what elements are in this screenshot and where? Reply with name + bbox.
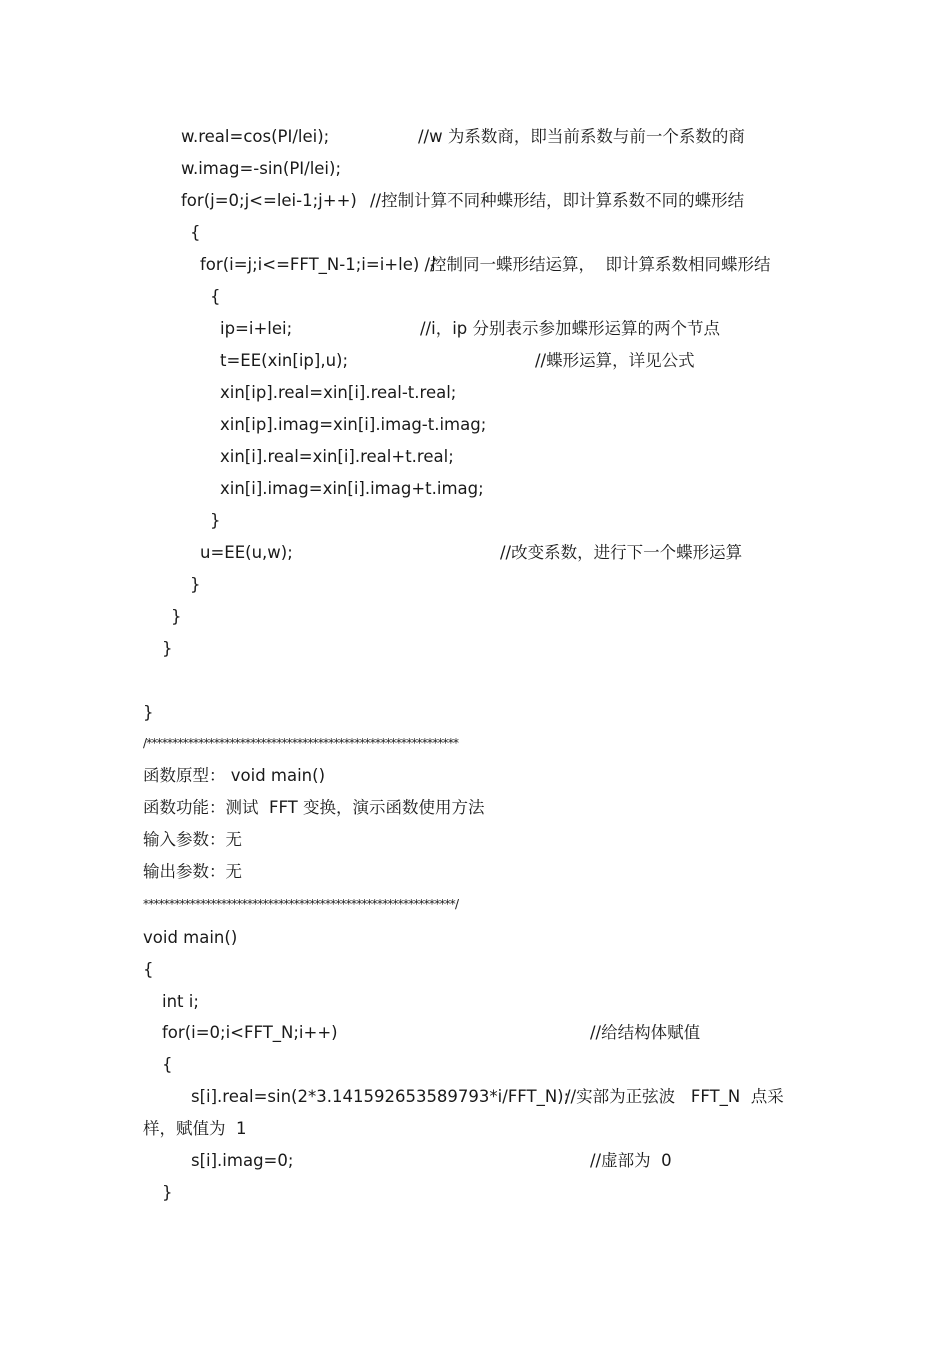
code-line: xin[i].real=xin[i].real+t.real;	[220, 447, 454, 466]
code-line: w.imag=-sin(PI/lei);	[181, 159, 342, 178]
code-line: xin[ip].real=xin[i].real-t.real;	[220, 383, 457, 402]
code-line: s[i].real=sin(2*3.141592653589793*i/FFT_N);	[191, 1087, 570, 1106]
code-line: int i;	[162, 992, 199, 1011]
code-comment: //i，ip 分别表示参加蝶形运算的两个节点	[420, 319, 721, 338]
code-line: for(i=j;i<=FFT_N-1;i=i+le) //	[200, 255, 436, 274]
code-line: for(i=0;i<FFT_N;i++)	[162, 1023, 338, 1042]
code-line: ip=i+lei;	[220, 319, 293, 338]
code-line: {	[210, 287, 221, 306]
code-comment: //虚部为 0	[590, 1151, 672, 1170]
code-line: }	[143, 703, 154, 722]
comment-divider: /************************************************************	[143, 736, 459, 750]
code-line: }	[190, 575, 201, 594]
code-line: xin[ip].imag=xin[i].imag-t.imag;	[220, 415, 487, 434]
code-line: t=EE(xin[ip],u);	[220, 351, 349, 370]
doc-line: 输入参数：无	[143, 830, 242, 849]
code-comment: //控制计算不同种蝶形结，即计算系数不同的蝶形结	[370, 191, 745, 210]
code-line: u=EE(u,w);	[200, 543, 293, 562]
code-line: void main()	[143, 928, 238, 947]
code-line: {	[190, 223, 201, 242]
code-line: }	[162, 639, 173, 658]
code-comment: //w 为系数商，即当前系数与前一个系数的商	[418, 127, 745, 146]
code-line: {	[162, 1055, 173, 1074]
code-comment: 控制同一蝶形结运算， 即计算系数相同蝶形结	[430, 255, 771, 274]
code-line: s[i].imag=0;	[191, 1151, 294, 1170]
code-line: }	[162, 1183, 173, 1202]
comment-divider: ************************************************************/	[143, 897, 459, 911]
code-comment: //实部为正弦波 FFT_N 点采	[565, 1087, 784, 1106]
code-line: for(j=0;j<=lei-1;j++)	[181, 191, 357, 210]
code-line: }	[171, 607, 182, 626]
code-comment: //改变系数，进行下一个蝶形运算	[500, 543, 743, 562]
code-line: }	[210, 511, 221, 530]
doc-line: 输出参数：无	[143, 862, 242, 881]
code-line: xin[i].imag=xin[i].imag+t.imag;	[220, 479, 484, 498]
code-line: w.real=cos(PI/lei);	[181, 127, 330, 146]
doc-line: 函数原型： void main()	[143, 766, 326, 785]
code-comment: //给结构体赋值	[590, 1023, 701, 1042]
code-line: {	[143, 960, 154, 979]
code-line: 样，赋值为 1	[143, 1119, 247, 1138]
doc-line: 函数功能：测试 FFT 变换，演示函数使用方法	[143, 798, 485, 817]
code-comment: //蝶形运算，详见公式	[535, 351, 695, 370]
